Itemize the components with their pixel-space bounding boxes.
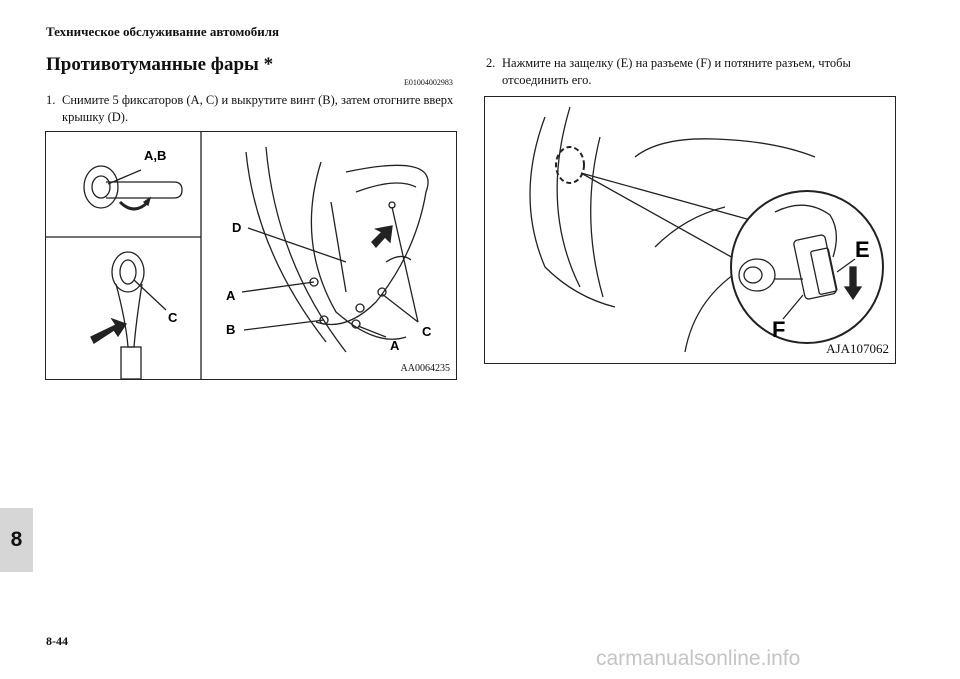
label-c: C bbox=[422, 324, 432, 339]
step-2 bbox=[486, 55, 902, 89]
step-1-number: 1. bbox=[46, 93, 56, 107]
figure-fog-lamp-connector bbox=[484, 96, 896, 364]
step-2-number: 2. bbox=[486, 56, 496, 70]
label-f: F bbox=[772, 317, 786, 342]
section-header: Техническое обслуживание автомобиля bbox=[46, 24, 280, 39]
page-number: 8-44 bbox=[46, 634, 68, 648]
figure-2-illustration bbox=[485, 97, 895, 363]
label-b: B bbox=[226, 322, 236, 337]
figure-2-code: AJA107062 bbox=[826, 341, 889, 356]
watermark: carmanualsonline.info bbox=[596, 647, 801, 670]
figure-1-illustration bbox=[46, 132, 456, 379]
figure-fog-lamp-cover bbox=[45, 131, 457, 380]
label-a-1: A bbox=[226, 288, 236, 303]
label-c-inset: C bbox=[168, 310, 178, 325]
figure-1-code: AA0064235 bbox=[400, 363, 450, 374]
chapter-tab: 8 bbox=[0, 508, 33, 572]
label-e: E bbox=[855, 237, 870, 262]
page-title: Противотуманные фары * bbox=[46, 54, 274, 75]
step-2-text: Нажмите на защелку (E) на разъеме (F) и потяните разъем, чтобы отсоединить его. bbox=[502, 56, 851, 87]
step-1 bbox=[46, 92, 462, 126]
step-1-text: Снимите 5 фиксаторов (A, C) и выкрутите винт (B), затем отогните вверх крышку (D). bbox=[62, 93, 454, 124]
label-ab: A,B bbox=[144, 148, 167, 163]
label-d: D bbox=[232, 220, 242, 235]
title-code: E01004002983 bbox=[404, 78, 453, 87]
label-a-2: A bbox=[390, 338, 400, 353]
